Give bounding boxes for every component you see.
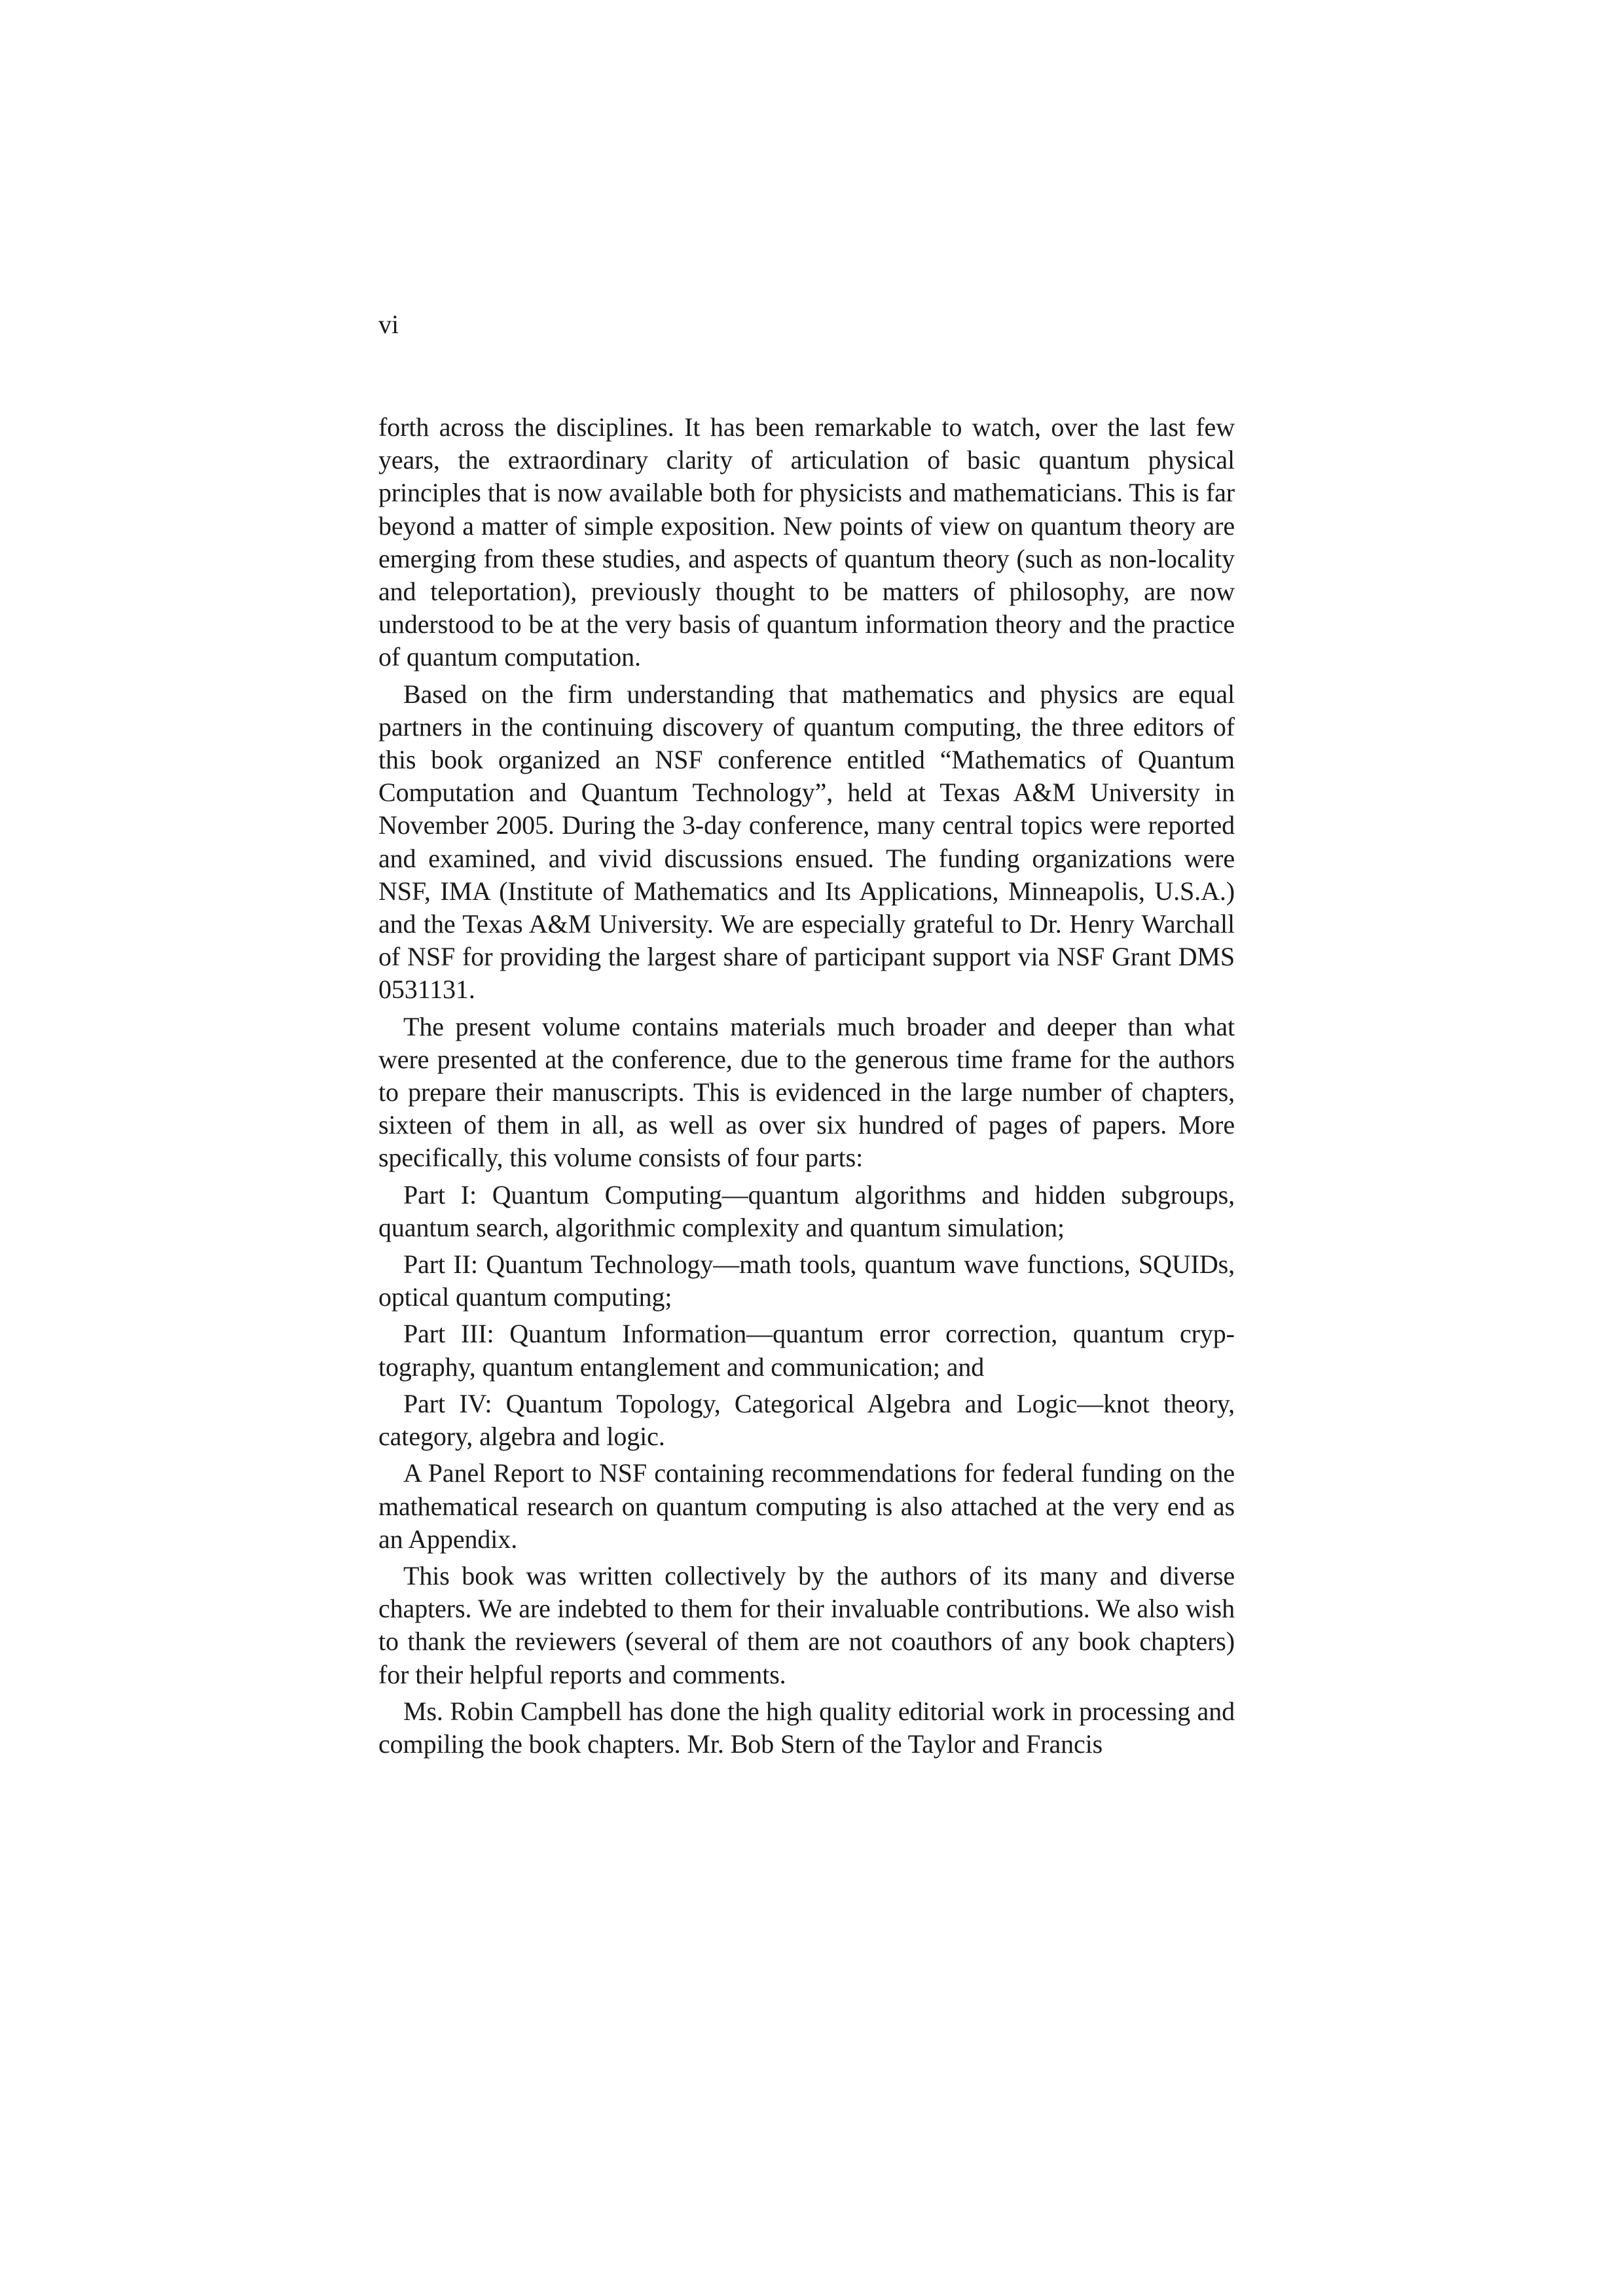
paragraph-panel-report: A Panel Report to NSF containing recommendations for federal funding on the mathematical research on quantum computing is also attached at the very end as an Appendix. [378,1458,1235,1554]
paragraph-part-i: Part I: Quantum Computing—quantum algorithms and hidden subgroups, quantum search, algorithmic complexity and quantum simulation; [378,1179,1235,1242]
page-number: vi [378,310,399,339]
paragraph-continued-disciplines: forth across the disciplines. It has been remarkable to watch, over the last few years, the extraordinary clarity of articulation of basic quantum physical principles that is now available both for physicists and mathematicians. This is far beyond a matter of simple exposition. New points of view on quantum theory are emerging from these studies, and aspects of quantum theory (such as non-locality and teleportation), previously thought to be matters of philosophy, are now understood to be at the very basis of quantum information theory and the practice of quantum computation. [378,412,1235,672]
paragraph-part-iii: Part III: Quantum Information—quantum error correction, quantum cryptography, quantum entanglement and communication; and [378,1319,1235,1382]
body-text [378,411,1235,1765]
paragraph-volume-contents: The present volume contains materials much broader and deeper than what were presented at the conference, due to the generous time frame for the authors to prepare their manuscripts. This is evidenced in the large number of chapters, sixteen of them in all, as well as over six hundred of pages of papers. More specifically, this volume consists of four parts: [378,1011,1235,1173]
paragraph-authors-thanks: This book was written collectively by the authors of its many and diverse chapters. We are indebted to them for their invaluable contributions. We also wish to thank the reviewers (several of them are not coauthors of any book chapters) for their helpful reports and comments. [378,1560,1235,1689]
paragraph-part-ii: Part II: Quantum Technology—math tools, quantum wave functions, SQUIDs, optical quantum computing; [378,1249,1235,1312]
paragraph-nsf-conference: Based on the firm understanding that mathematics and physics are equal partners in the continuing discovery of quantum computing, the three editors of this book organized an NSF conference entitled “Mathematics of Quantum Computation and Quantum Technology”, held at Texas A&M University in November 2005. During the 3-day conference, many central topics were reported and examined, and vivid discussions ensued. The funding organizations were NSF, IMA (Institute of Mathematics and Its Applications, Minneapolis, U.S.A.) and the Texas A&M University. We are especially grateful to Dr. Henry Warchall of NSF for providing the largest share of participant support via NSF Grant DMS 0531131. [378,679,1235,1005]
paragraph-editorial-work: Ms. Robin Campbell has done the high quality editorial work in processing and compiling the book chapters. Mr. Bob Stern of the Taylor and Francis [378,1696,1235,1759]
paragraph-part-iv: Part IV: Quantum Topology, Categorical Algebra and Logic—knot theory, category, algebra and logic. [378,1388,1235,1452]
